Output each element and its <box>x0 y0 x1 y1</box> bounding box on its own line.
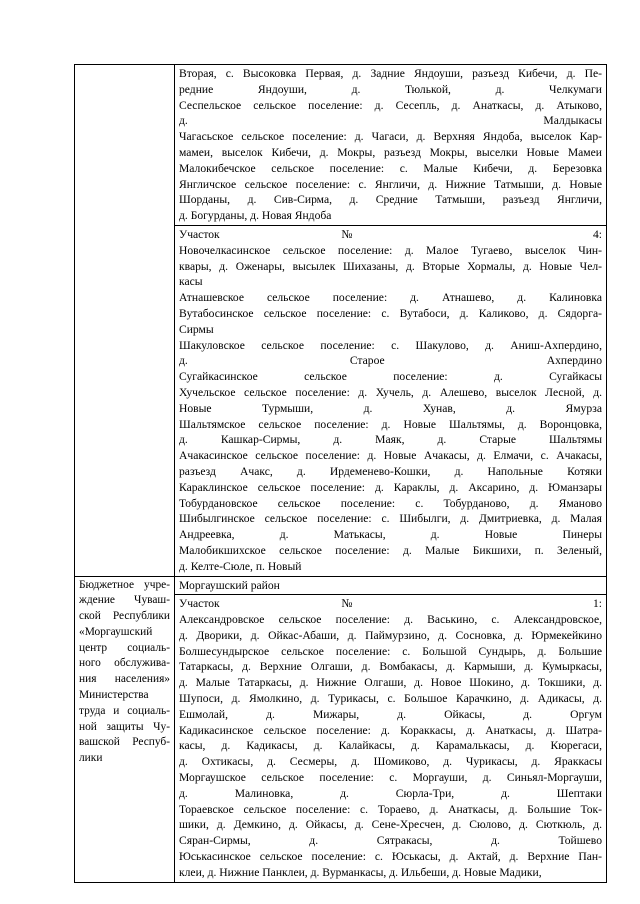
territory-line: Вутабосинское сельское поселение: с. Вутабоси, д. Каликово, д. Сядорга- <box>179 306 602 320</box>
territory-line: Андреевка, д. Матькасы, д. Новые Пинеры <box>179 528 602 542</box>
territory-line: квары, д. Оженары, высылек Шихазаны, д. Вторые Хормалы, д. Новые Чел- <box>179 259 602 273</box>
territory-line: Моргаушское сельское поселение: с. Моргауши, д. Синьял-Моргауши, <box>179 771 602 785</box>
territory-line: д. Малдыкасы <box>179 114 602 128</box>
territory-line: Татаркасы, д. Верхние Олгаши, д. Вомбакасы, д. Кармыши, д. Кумыркасы, <box>179 660 602 674</box>
organization-line: ждение Чуваш- <box>79 594 170 607</box>
territory-line: редние Яндоуши, д. Тюлькой, д. Челкумаги <box>179 82 602 96</box>
territory-line: касы <box>179 275 203 289</box>
territory-line: д. Дворики, д. Ойкас-Абаши, д. Паймурзино, д. Сосновка, д. Юрмекейкино <box>179 628 602 642</box>
organization-line: лики <box>79 752 103 765</box>
territory-line: Янгличское сельское поселение: с. Янгличи, д. Нижние Татмыши, д. Новые <box>179 177 602 191</box>
territory-line: Тораевское сельское поселение: с. Тораево, д. Анаткасы, д. Большие Ток- <box>179 802 602 816</box>
organization-cell <box>75 65 175 577</box>
territory-line: касы, д. Кадикасы, д. Калайкасы, д. Карамалькасы, д. Кюрегаси, <box>179 739 602 753</box>
territory-line: Болшесундырское сельское поселение: с. Большой Сундырь, д. Большие <box>179 644 602 658</box>
territory-line: д. Малиновка, д. Сюрла-Три, д. Шептаки <box>179 786 602 800</box>
organization-line: труда и социаль- <box>79 704 170 717</box>
territory-line: д. Келте-Сюле, п. Новый <box>179 559 302 573</box>
territory-line: Чагасьское сельское поселение: д. Чагаси, д. Верхняя Яндоба, выселок Кар- <box>179 130 602 144</box>
territory-cell <box>175 225 607 576</box>
organization-line: вашской Респуб- <box>79 736 170 749</box>
organization-line: Министерства <box>79 689 149 702</box>
territory-line: Шальтямское сельское поселение: д. Новые Шальтямы, д. Воронцовка, <box>179 417 602 431</box>
organization-line: ной защиты Чу- <box>79 720 170 733</box>
territory-line: д. Старое Ахпердино <box>179 354 602 368</box>
territory-line: Кадикасинское сельское поселение: д. Кораккасы, д. Анаткасы, д. Шатра- <box>179 723 602 737</box>
territory-line: Моргаушский район <box>179 578 280 592</box>
territory-cell <box>175 65 607 226</box>
territory-line: Новочелкасинское сельское поселение: д. Малое Тугаево, выселок Чин- <box>179 243 602 257</box>
territory-cell <box>175 576 607 595</box>
territory-line: Сирмы <box>179 322 214 336</box>
territory-line: Атнашевское сельское поселение: д. Атнашево, д. Калиновка <box>179 291 602 305</box>
territory-line: Тобурдановское сельское поселение: с. Тобурданово, д. Яманово <box>179 496 602 510</box>
territory-line: Малобикшихское сельское поселение: д. Малые Бикшихи, п. Зеленый, <box>179 543 602 557</box>
territory-line: Шакуловское сельское поселение: с. Шакулово, д. Аниш-Ахпердино, <box>179 338 602 352</box>
organization-line: ской Республики <box>79 610 170 623</box>
territory-line: д. Богурданы, д. Новая Яндоба <box>179 209 332 223</box>
territory-line: Сеспельское сельское поселение: д. Сесепль, д. Анаткасы, д. Атыково, <box>179 98 602 112</box>
territory-line: клеи, д. Нижние Панклеи, д. Вурманкасы, д. Ильбеши, д. Новые Мадики, <box>179 865 542 879</box>
territory-cell <box>175 595 607 882</box>
table-row <box>75 65 607 226</box>
territory-line: Участок № 4: <box>179 227 602 241</box>
territory-line: разъезд Ачакс, д. Ирдеменево-Кошки, д. Напольные Котяки <box>179 464 602 478</box>
territory-line: Караклинское сельское поселение: д. Караклы, д. Аксарино, д. Юманзары <box>179 480 602 494</box>
organization-cell <box>75 576 175 882</box>
territory-line: Шупоси, д. Ямолкино, д. Турикасы, с. Большое Карачкино, д. Адикасы, д. <box>179 692 602 706</box>
organization-line: «Моргаушский <box>79 625 153 638</box>
territory-line: д. Кашкар-Сирмы, д. Маяк, д. Старые Шальтямы <box>179 433 602 447</box>
territory-line: Шорданы, д. Сив-Сирма, д. Средние Татмыши, разъезд Янгличи, <box>179 193 602 207</box>
territory-line: Шибылгинское сельское поселение: с. Шибылги, д. Дмитриевка, д. Малая <box>179 512 602 526</box>
territory-line: д. Охтикасы, д. Сесмеры, д. Шомиково, д. Чурикасы, д. Яраккасы <box>179 755 602 769</box>
organization-line: центр социаль- <box>79 641 170 654</box>
territory-line: Вторая, с. Высоковка Первая, д. Задние Яндоуши, разъезд Кибечи, д. Пе- <box>179 67 602 80</box>
territory-line: шики, д. Демкино, д. Ойкасы, д. Сене-Хресчен, д. Сюлово, д. Сюткюль, д. <box>179 818 602 832</box>
territory-line: Сугайкасинское сельское поселение: д. Сугайкасы <box>179 370 602 384</box>
table-body <box>75 65 607 883</box>
territory-line: Сяран-Сирмы, д. Сятракасы, д. Тойшево <box>179 834 602 848</box>
territory-line: Новые Турмыши, д. Хунав, д. Ямурза <box>179 401 602 415</box>
document-table <box>74 64 607 883</box>
territory-line: Малокибечское сельское поселение: с. Малые Кибечи, д. Березовка <box>179 161 602 175</box>
territory-line: Ачакасинское сельское поселение: д. Новые Ачакасы, д. Елмачи, с. Ачакасы, <box>179 449 602 463</box>
table-row <box>75 576 607 595</box>
territory-line: Хучельское сельское поселение: д. Хучель, д. Алешево, выселок Лесной, д. <box>179 385 602 399</box>
organization-line: Бюджетное учре- <box>79 578 170 591</box>
organization-line: ния населения» <box>79 673 170 686</box>
territory-line: д. Малые Татаркасы, д. Нижние Олгаши, д. Новое Шокино, д. Токшики, д. <box>179 676 602 690</box>
territory-line: Участок № 1: <box>179 597 602 611</box>
territory-line: Юськасинское сельское поселение: с. Юськасы, д. Актай, д. Верхние Пан- <box>179 850 602 864</box>
territory-line: мамеи, выселок Кибечи, д. Мокры, разъезд Мокры, выселки Новые Мамеи <box>179 145 602 159</box>
organization-line: ного обслужива- <box>79 657 170 670</box>
territory-line: Ешмолай, д. Мижары, д. Ойкасы, д. Оргум <box>179 707 602 721</box>
territory-line: Александровское сельское поселение: д. Васькино, с. Александровское, <box>179 613 602 627</box>
